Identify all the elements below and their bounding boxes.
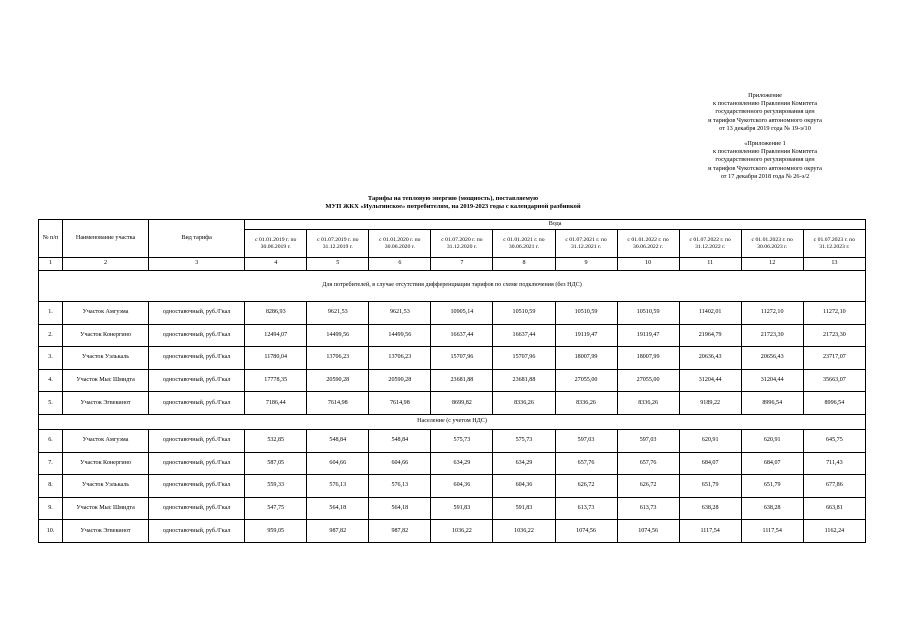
row-tariff-kind: одноставочный, руб./Гкал — [149, 302, 245, 325]
row-tariff-value: 532,85 — [245, 429, 307, 452]
row-tariff-value: 548,84 — [369, 429, 431, 452]
table-row — [39, 475, 866, 498]
row-tariff-value: 651,79 — [741, 475, 803, 498]
row-tariff-value: 8336,26 — [617, 392, 679, 415]
row-tariff-value: 23681,88 — [431, 369, 493, 392]
table-row — [39, 497, 866, 520]
row-tariff-value: 591,83 — [431, 497, 493, 520]
header-column-number: 12 — [741, 258, 803, 271]
row-tariff-value: 1117,54 — [741, 520, 803, 543]
row-tariff-value: 7614,98 — [369, 392, 431, 415]
row-number: 1. — [39, 302, 63, 325]
row-tariff-value: 638,28 — [679, 497, 741, 520]
row-tariff-value: 575,73 — [431, 429, 493, 452]
row-tariff-value: 638,28 — [741, 497, 803, 520]
appendix-line: и тарифов Чукотского автономного округа — [708, 164, 822, 172]
row-tariff-value: 1074,56 — [555, 520, 617, 543]
row-number: 6. — [39, 429, 63, 452]
header-column-number: 3 — [149, 258, 245, 271]
header-period: с 01.01.2022 г. по 30.06.2022 г. — [617, 230, 679, 258]
row-tariff-value: 620,91 — [741, 429, 803, 452]
table-row — [39, 429, 866, 452]
row-tariff-value: 20636,43 — [679, 347, 741, 370]
header-column-number: 6 — [369, 258, 431, 271]
row-tariff-value: 16637,44 — [431, 324, 493, 347]
row-tariff-value: 613,73 — [555, 497, 617, 520]
row-tariff-value: 9621,53 — [369, 302, 431, 325]
row-number: 8. — [39, 475, 63, 498]
row-tariff-value: 8699,82 — [431, 392, 493, 415]
appendix-line: «Приложение 1 — [744, 140, 786, 148]
section-title: Для потребителей, в случае отсутствия дифференциации тарифов по схеме подключения (без НДС) — [39, 271, 866, 302]
row-tariff-value: 576,13 — [307, 475, 369, 498]
row-tariff-kind: одноставочный, руб./Гкал — [149, 475, 245, 498]
row-tariff-value: 8996,54 — [803, 392, 865, 415]
header-column-number: 4 — [245, 258, 307, 271]
document-title — [40, 195, 866, 211]
row-tariff-value: 987,82 — [369, 520, 431, 543]
appendix-line: от 17 декабря 2018 года № 26-э/2 — [720, 172, 810, 180]
row-site-name: Участок Конергино — [63, 452, 149, 475]
row-tariff-value: 21723,30 — [741, 324, 803, 347]
row-tariff-value: 15707,96 — [431, 347, 493, 370]
row-tariff-value: 657,76 — [555, 452, 617, 475]
appendix-line: к постановлению Правления Комитета — [712, 100, 818, 108]
header-name: Наименование участка — [63, 220, 149, 258]
row-tariff-value: 19119,47 — [617, 324, 679, 347]
header-column-number: 11 — [679, 258, 741, 271]
appendix-line: и тарифов Чукотского автономного округа — [708, 116, 822, 124]
row-tariff-value: 11272,10 — [741, 302, 803, 325]
table-body — [39, 271, 866, 543]
appendix-line: к постановлению Правления Комитета — [712, 148, 818, 156]
row-tariff-value: 711,43 — [803, 452, 865, 475]
row-tariff-value: 547,75 — [245, 497, 307, 520]
header-column-number: 8 — [493, 258, 555, 271]
row-tariff-value: 684,07 — [741, 452, 803, 475]
row-number: 3. — [39, 347, 63, 370]
header-period: с 01.07.2019 г. по 31.12.2019 г. — [307, 230, 369, 258]
header-column-number: 2 — [63, 258, 149, 271]
row-tariff-value: 13706,23 — [369, 347, 431, 370]
row-tariff-value: 8336,26 — [555, 392, 617, 415]
row-tariff-value: 604,36 — [493, 475, 555, 498]
row-tariff-value: 576,13 — [369, 475, 431, 498]
row-site-name: Участок Эгвекинот — [63, 520, 149, 543]
row-tariff-value: 20656,43 — [741, 347, 803, 370]
row-tariff-value: 17778,35 — [245, 369, 307, 392]
row-tariff-value: 21723,30 — [803, 324, 865, 347]
header-kind: Вид тарифа — [149, 220, 245, 258]
row-tariff-kind: одноставочный, руб./Гкал — [149, 497, 245, 520]
header-period: с 01.01.2020 г. по 30.06.2020 г. — [369, 230, 431, 258]
row-tariff-value: 7186,44 — [245, 392, 307, 415]
row-tariff-value: 1036,22 — [431, 520, 493, 543]
row-tariff-value: 604,36 — [431, 475, 493, 498]
row-site-name: Участок Мыс Шмидта — [63, 369, 149, 392]
table-row — [39, 302, 866, 325]
header-period: с 01.01.2021 г. по 30.06.2021 г. — [493, 230, 555, 258]
row-tariff-value: 1074,56 — [617, 520, 679, 543]
row-tariff-value: 14499,56 — [369, 324, 431, 347]
row-tariff-value: 18007,99 — [555, 347, 617, 370]
section-row — [39, 414, 866, 429]
header-period: с 01.01.2023 г. по 30.06.2023 г. — [741, 230, 803, 258]
row-tariff-value: 11780,04 — [245, 347, 307, 370]
row-site-name: Участок Амгуэма — [63, 429, 149, 452]
row-tariff-value: 684,07 — [679, 452, 741, 475]
section-row — [39, 271, 866, 302]
row-tariff-value: 23681,88 — [493, 369, 555, 392]
row-tariff-value: 15707,96 — [493, 347, 555, 370]
appendix-block-current — [640, 92, 890, 133]
row-tariff-value: 8996,54 — [741, 392, 803, 415]
header-column-number: 9 — [555, 258, 617, 271]
row-tariff-value: 7614,98 — [307, 392, 369, 415]
row-tariff-value: 959,05 — [245, 520, 307, 543]
row-tariff-value: 9621,53 — [307, 302, 369, 325]
row-tariff-value: 604,66 — [369, 452, 431, 475]
row-number: 9. — [39, 497, 63, 520]
row-tariff-value: 10510,59 — [555, 302, 617, 325]
table-row — [39, 520, 866, 543]
row-tariff-value: 604,66 — [307, 452, 369, 475]
row-tariff-value: 21964,79 — [679, 324, 741, 347]
header-period: с 01.07.2022 г. по 31.12.2022 г. — [679, 230, 741, 258]
header-period: с 01.07.2020 г. по 31.12.2020 г. — [431, 230, 493, 258]
row-site-name: Участок Эгвекинот — [63, 392, 149, 415]
row-tariff-value: 564,18 — [307, 497, 369, 520]
row-tariff-kind: одноставочный, руб./Гкал — [149, 520, 245, 543]
row-tariff-value: 645,75 — [803, 429, 865, 452]
row-number: 10. — [39, 520, 63, 543]
row-tariff-value: 1036,22 — [493, 520, 555, 543]
row-tariff-value: 575,73 — [493, 429, 555, 452]
row-tariff-kind: одноставочный, руб./Гкал — [149, 369, 245, 392]
row-tariff-value: 591,83 — [493, 497, 555, 520]
row-tariff-kind: одноставочный, руб./Гкал — [149, 452, 245, 475]
appendix-block-previous — [640, 140, 890, 181]
row-tariff-value: 14499,56 — [307, 324, 369, 347]
header-column-number: 5 — [307, 258, 369, 271]
table-row — [39, 369, 866, 392]
row-tariff-value: 634,29 — [431, 452, 493, 475]
title-line-2: МУП ЖКХ «Иультинское» потребителям, на 2019-2023 годы с календарной разбивкой — [325, 203, 581, 210]
row-tariff-value: 31204,44 — [679, 369, 741, 392]
row-tariff-kind: одноставочный, руб./Гкал — [149, 429, 245, 452]
row-tariff-value: 13706,23 — [307, 347, 369, 370]
row-tariff-kind: одноставочный, руб./Гкал — [149, 347, 245, 370]
row-tariff-value: 587,05 — [245, 452, 307, 475]
row-tariff-value: 18007,99 — [617, 347, 679, 370]
row-site-name: Участок Уэлькаль — [63, 347, 149, 370]
table-row — [39, 452, 866, 475]
row-tariff-value: 613,73 — [617, 497, 679, 520]
row-tariff-value: 20590,28 — [369, 369, 431, 392]
row-tariff-value: 11272,10 — [803, 302, 865, 325]
row-tariff-value: 12494,07 — [245, 324, 307, 347]
row-tariff-value: 35663,07 — [803, 369, 865, 392]
appendix-line: государственного регулирования цен — [715, 108, 815, 116]
row-tariff-value: 1162,24 — [803, 520, 865, 543]
row-tariff-value: 657,76 — [617, 452, 679, 475]
row-tariff-value: 16637,44 — [493, 324, 555, 347]
row-site-name: Участок Уэлькаль — [63, 475, 149, 498]
row-tariff-value: 9189,22 — [679, 392, 741, 415]
row-tariff-value: 8286,93 — [245, 302, 307, 325]
appendix-line: Приложение — [748, 92, 782, 99]
header-period: с 01.07.2021 г. по 31.12.2021 г. — [555, 230, 617, 258]
row-tariff-value: 20590,28 — [307, 369, 369, 392]
row-tariff-value: 597,03 — [555, 429, 617, 452]
row-tariff-value: 634,29 — [493, 452, 555, 475]
row-tariff-value: 19119,47 — [555, 324, 617, 347]
row-tariff-value: 559,33 — [245, 475, 307, 498]
header-column-number: 10 — [617, 258, 679, 271]
header-group-water: Вода — [245, 220, 866, 230]
row-tariff-value: 8336,26 — [493, 392, 555, 415]
row-tariff-value: 10510,59 — [617, 302, 679, 325]
row-tariff-value: 620,91 — [679, 429, 741, 452]
row-tariff-kind: одноставочный, руб./Гкал — [149, 392, 245, 415]
header-column-number: 1 — [39, 258, 63, 271]
row-tariff-value: 10510,59 — [493, 302, 555, 325]
appendix-line: государственного регулирования цен — [715, 156, 815, 164]
table-row — [39, 392, 866, 415]
header-column-numbers-row — [39, 258, 866, 271]
row-tariff-value: 651,79 — [679, 475, 741, 498]
row-tariff-value: 548,84 — [307, 429, 369, 452]
row-tariff-value: 626,72 — [617, 475, 679, 498]
row-tariff-value: 987,82 — [307, 520, 369, 543]
title-line-1: Тарифы на тепловую энергию (мощность), поставляемую — [367, 195, 539, 202]
appendix-header — [640, 92, 890, 188]
row-tariff-value: 23717,07 — [803, 347, 865, 370]
row-number: 7. — [39, 452, 63, 475]
section-title: Население (с учетом НДС) — [39, 414, 866, 429]
row-tariff-value: 597,03 — [617, 429, 679, 452]
row-tariff-value: 27055,00 — [617, 369, 679, 392]
table-row — [39, 324, 866, 347]
row-tariff-value: 1117,54 — [679, 520, 741, 543]
row-tariff-value: 677,86 — [803, 475, 865, 498]
header-column-number: 7 — [431, 258, 493, 271]
row-tariff-value: 11402,01 — [679, 302, 741, 325]
header-period: с 01.07.2023 г. по 31.12.2023 г. — [803, 230, 865, 258]
row-tariff-value: 10905,14 — [431, 302, 493, 325]
row-site-name: Участок Мыс Шмидта — [63, 497, 149, 520]
header-period: с 01.01.2019 г. по 30.06.2019 г. — [245, 230, 307, 258]
row-tariff-value: 626,72 — [555, 475, 617, 498]
row-tariff-value: 564,18 — [369, 497, 431, 520]
row-tariff-value: 27055,00 — [555, 369, 617, 392]
row-tariff-value: 663,81 — [803, 497, 865, 520]
row-site-name: Участок Конергино — [63, 324, 149, 347]
header-column-number: 13 — [803, 258, 865, 271]
tariff-table — [38, 219, 866, 543]
row-tariff-value: 31204,44 — [741, 369, 803, 392]
header-num: № п/п — [39, 220, 63, 258]
row-number: 4. — [39, 369, 63, 392]
table-row — [39, 347, 866, 370]
row-site-name: Участок Амгуэма — [63, 302, 149, 325]
appendix-line: от 13 декабря 2019 года № 19-э/10 — [719, 124, 811, 132]
row-tariff-kind: одноставочный, руб./Гкал — [149, 324, 245, 347]
row-number: 2. — [39, 324, 63, 347]
row-number: 5. — [39, 392, 63, 415]
